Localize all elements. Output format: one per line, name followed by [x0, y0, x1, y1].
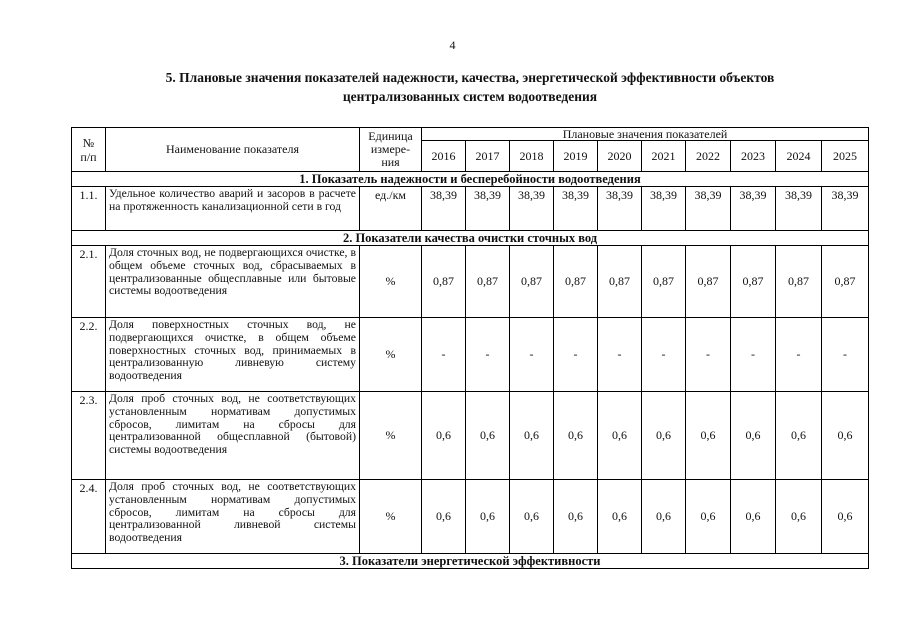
- value-cell: 0,6: [510, 480, 554, 554]
- value-cell: 38,39: [776, 187, 822, 231]
- value-cell: -: [422, 318, 466, 392]
- value-cell: 38,39: [554, 187, 598, 231]
- row-unit: ед./км: [360, 187, 422, 231]
- row-number: 2.1.: [72, 246, 106, 318]
- value-cell: 0,87: [776, 246, 822, 318]
- value-cell: 0,6: [554, 480, 598, 554]
- header-year: 2025: [822, 141, 869, 172]
- value-cell: 0,87: [642, 246, 686, 318]
- value-cell: 0,6: [422, 392, 466, 480]
- section-row: [72, 231, 869, 246]
- row-unit: %: [360, 480, 422, 554]
- header-name: Наименование показателя: [106, 128, 360, 172]
- value-cell: 0,6: [598, 480, 642, 554]
- value-cell: 38,39: [642, 187, 686, 231]
- value-cell: -: [466, 318, 510, 392]
- value-cell: 38,39: [731, 187, 776, 231]
- value-cell: 38,39: [822, 187, 869, 231]
- value-cell: 0,87: [731, 246, 776, 318]
- value-cell: 0,6: [686, 392, 731, 480]
- table-row: [72, 187, 869, 231]
- row-number: 2.3.: [72, 392, 106, 480]
- value-cell: 38,39: [598, 187, 642, 231]
- row-name: Доля проб сточных вод, не соответствующих установленным нормативам допустимых сбросов, лимитам на сбросы для централизованной ливневой системы водоотведения: [106, 480, 360, 554]
- table-row: [72, 318, 869, 392]
- value-cell: 0,87: [466, 246, 510, 318]
- row-number: 1.1.: [72, 187, 106, 231]
- header-unit: Единица измере- ния: [360, 128, 422, 172]
- row-name: Доля проб сточных вод, не соответствующих установленным нормативам допустимых сбросов, лимитам на сбросы для централизованной общесплавной (бытовой) системы водоотведения: [106, 392, 360, 480]
- document-title: [90, 68, 850, 106]
- table-row: [72, 480, 869, 554]
- value-cell: 0,6: [510, 392, 554, 480]
- row-number: 2.4.: [72, 480, 106, 554]
- value-cell: -: [642, 318, 686, 392]
- value-cell: -: [686, 318, 731, 392]
- row-name: Доля сточных вод, не подвергающихся очистке, в общем объеме сточных вод, сбрасываемых в централизованные общесплавные или бытовые системы водоотведения: [106, 246, 360, 318]
- section-title: 2. Показатели качества очистки сточных вод: [72, 231, 869, 246]
- value-cell: -: [776, 318, 822, 392]
- header-planned: Плановые значения показателей: [422, 128, 869, 141]
- title-line-2: централизованных систем водоотведения: [342, 89, 598, 104]
- title-line-1: 5. Плановые значения показателей надежности, качества, энергетической эффективности объектов: [165, 70, 775, 85]
- value-cell: 0,6: [642, 392, 686, 480]
- table-row: [72, 246, 869, 318]
- header-num: № п/п: [72, 128, 106, 172]
- value-cell: 38,39: [466, 187, 510, 231]
- value-cell: 0,6: [822, 480, 869, 554]
- value-cell: 0,6: [422, 480, 466, 554]
- value-cell: -: [554, 318, 598, 392]
- value-cell: 0,87: [822, 246, 869, 318]
- value-cell: -: [822, 318, 869, 392]
- value-cell: 0,87: [422, 246, 466, 318]
- value-cell: 0,6: [466, 480, 510, 554]
- value-cell: 0,6: [642, 480, 686, 554]
- value-cell: 0,6: [822, 392, 869, 480]
- value-cell: 0,6: [731, 392, 776, 480]
- value-cell: 0,87: [510, 246, 554, 318]
- header-year: 2024: [776, 141, 822, 172]
- page-number: 4: [449, 38, 456, 52]
- header-year: 2018: [510, 141, 554, 172]
- header-year: 2021: [642, 141, 686, 172]
- value-cell: 0,6: [776, 480, 822, 554]
- row-name: Удельное количество аварий и засоров в расчете на протяженность канализационной сети в год: [106, 187, 360, 231]
- value-cell: -: [510, 318, 554, 392]
- header-year: 2022: [686, 141, 731, 172]
- value-cell: 38,39: [422, 187, 466, 231]
- value-cell: 0,6: [466, 392, 510, 480]
- row-unit: %: [360, 318, 422, 392]
- value-cell: 0,87: [686, 246, 731, 318]
- header-row-1: [72, 128, 869, 141]
- value-cell: -: [731, 318, 776, 392]
- section-title: 3. Показатели энергетической эффективности: [72, 554, 869, 569]
- value-cell: 38,39: [510, 187, 554, 231]
- row-unit: %: [360, 246, 422, 318]
- section-row: [72, 554, 869, 569]
- header-year: 2016: [422, 141, 466, 172]
- value-cell: 0,6: [776, 392, 822, 480]
- section-title: 1. Показатель надежности и бесперебойности водоотведения: [72, 172, 869, 187]
- row-unit: %: [360, 392, 422, 480]
- value-cell: 0,6: [598, 392, 642, 480]
- header-year: 2020: [598, 141, 642, 172]
- header-year: 2023: [731, 141, 776, 172]
- section-row: [72, 172, 869, 187]
- row-name: Доля поверхностных сточных вод, не подвергающихся очистке, в общем объеме поверхностных сточных вод, принимаемых в централизованную ливневую систему водоотведения: [106, 318, 360, 392]
- row-number: 2.2.: [72, 318, 106, 392]
- value-cell: 0,6: [686, 480, 731, 554]
- value-cell: -: [598, 318, 642, 392]
- value-cell: 0,87: [598, 246, 642, 318]
- table-row: [72, 392, 869, 480]
- value-cell: 0,87: [554, 246, 598, 318]
- value-cell: 0,6: [554, 392, 598, 480]
- header-year: 2017: [466, 141, 510, 172]
- indicators-table: [71, 127, 869, 569]
- value-cell: 38,39: [686, 187, 731, 231]
- value-cell: 0,6: [731, 480, 776, 554]
- header-year: 2019: [554, 141, 598, 172]
